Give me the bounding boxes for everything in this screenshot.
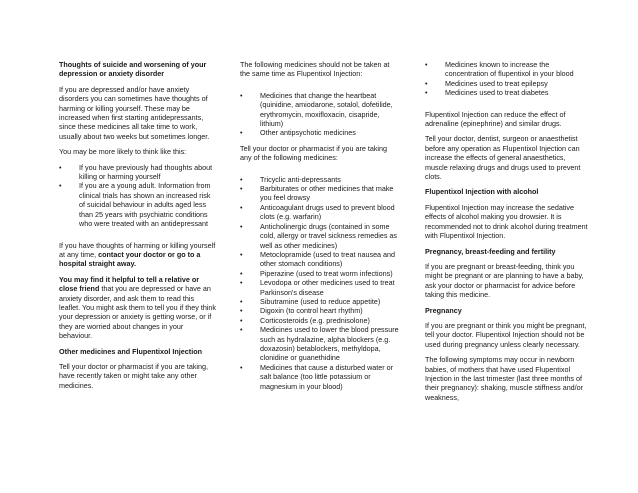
paragraph-contact-doctor bbox=[59, 241, 217, 269]
heading-suicidal-thoughts: Thoughts of suicide and worsening of your depression or anxiety disorder bbox=[59, 60, 207, 79]
column-right bbox=[425, 60, 588, 408]
paragraph-newborn-symptoms: The following symptoms may occur in newborn babies, of mothers that have used Flupentixol Injection in the last trimester (last three months of their pregnancy): shaking, muscle stiffness and/or weakness, bbox=[425, 355, 584, 402]
risk-bullet-list bbox=[59, 163, 217, 229]
tell-relative-text: that you are depressed or have an anxiety disorder, and ask them to read this leaflet. You might ask them to tell you if they think your depression or anxiety is getting worse, or if they are worried about changes in your behaviour. bbox=[59, 284, 217, 341]
heading-pregnancy-breastfeeding: Pregnancy, breast-feeding and fertility bbox=[425, 246, 556, 256]
heading-pregnancy: Pregnancy bbox=[425, 305, 462, 315]
list-item: • Medicines known to increase the concentration of flupentixol in your blood bbox=[445, 60, 588, 79]
list-item: • Levodopa or other medicines used to treat Parkinson's disease bbox=[260, 278, 400, 297]
list-item: • Sibutramine (used to reduce appetite) bbox=[260, 297, 400, 306]
list-item: • Metoclopramide (used to treat nausea and other stomach conditions) bbox=[260, 250, 400, 269]
paragraph-pregnancy: If you are pregnant or think you might be pregnant, tell your doctor. Flupentixol Injection should not be used during pregnancy unless clearly necessary. bbox=[425, 320, 587, 349]
contraindicated-medicines-list bbox=[240, 91, 400, 138]
list-item: • Tricyclic anti-depressants bbox=[260, 175, 400, 184]
contact-doctor-text: If you have thoughts of harming or killing yourself at any time, bbox=[59, 240, 216, 259]
paragraph-more-likely: You may be more likely to think like this: bbox=[59, 147, 187, 157]
list-item: • Other antipsychotic medicines bbox=[260, 128, 400, 137]
paragraph-tell-if-taking: Tell your doctor or pharmacist if you are taking any of the following medicines: bbox=[240, 143, 388, 163]
contact-doctor-emphasis: contact your doctor or go to a hospital straight away. bbox=[59, 249, 201, 269]
paragraph-adrenaline: Flupentixol Injection can reduce the effect of adrenaline (epinephrine) and similar drugs. bbox=[425, 109, 566, 129]
list-item: • Digoxin (to control heart rhythm) bbox=[260, 306, 400, 315]
list-item: • Corticosteroids (e.g. prednisolone) bbox=[260, 316, 400, 325]
paragraph-tell-relative bbox=[59, 275, 217, 341]
list-item: • Barbiturates or other medicines that make you feel drowsy bbox=[260, 184, 400, 203]
column-middle bbox=[240, 60, 400, 397]
paragraph-operation: Tell your doctor, dentist, surgeon or anaesthetist before any operation as Flupentixol Injection can increase the effects of general anaesthetics, muscle relaxing drugs and drugs used to prevent clots. bbox=[425, 134, 581, 182]
paragraph-alcohol: Flupentixol Injection may increase the sedative effects of alcohol making you drowsier. It is recommended not to drink alcohol during treatment with Flupentixol Injection. bbox=[425, 202, 588, 241]
paragraph-pregnancy-advice: If you are pregnant or breast-feeding, think you might be pregnant or are planning to have a baby, ask your doctor or pharmacist for advice before taking this medicine. bbox=[425, 261, 584, 300]
list-item: • Medicines used to treat epilepsy bbox=[445, 79, 588, 88]
tell-relative-emphasis: You may find it helpful to tell a relative or close friend bbox=[59, 274, 200, 294]
interacting-medicines-list bbox=[240, 175, 400, 391]
more-interacting-medicines-list bbox=[425, 60, 588, 98]
heading-alcohol: Flupentixol Injection with alcohol bbox=[425, 187, 539, 197]
list-item: • Anticoagulant drugs used to prevent blood clots (e.g. warfarin) bbox=[260, 203, 400, 222]
paragraph-depression-intro: If you are depressed and/or have anxiety disorders you can sometimes have thoughts of harming or killing yourself. These may be increased when first starting antidepressants, since these medicines all take time to work, usually about two weeks but sometimes longer. bbox=[59, 84, 210, 141]
list-item: • Medicines used to lower the blood pressure such as hydralazine, alpha blockers (e.g. doxazosin) betablockers, methyldopa, clonidine or guanethidine bbox=[260, 325, 400, 363]
heading-other-medicines: Other medicines and Flupentixol Injection bbox=[59, 346, 202, 356]
list-item: • If you are a young adult. Information from clinical trials has shown an increased risk of suicidal behaviour in adults aged less than 25 years with psychiatric conditions who were treated with an antidepressant bbox=[79, 181, 217, 228]
list-item: • If you have previously had thoughts about killing or harming yourself bbox=[79, 163, 217, 182]
paragraph-not-together: The following medicines should not be taken at the same time as Flupentixol Injection: bbox=[240, 60, 390, 79]
list-item: • Medicines that cause a disturbed water or salt balance (too little potassium or magnesium in your blood) bbox=[260, 363, 400, 391]
column-left bbox=[59, 60, 217, 396]
list-item: • Piperazine (used to treat worm infections) bbox=[260, 269, 400, 278]
list-item: • Anticholinergic drugs (contained in some cold, allergy or travel sickness remedies as well as other medicines) bbox=[260, 222, 400, 250]
list-item: • Medicines that change the heartbeat (quinidine, amiodarone, sotalol, dofetilide, erythromycin, moxifloxacin, cisapride, lithium) bbox=[260, 91, 400, 129]
list-item: • Medicines used to treat diabetes bbox=[445, 88, 588, 97]
paragraph-tell-pharmacist: Tell your doctor or pharmacist if you are taking, have recently taken or might take any other medicines. bbox=[59, 361, 209, 390]
